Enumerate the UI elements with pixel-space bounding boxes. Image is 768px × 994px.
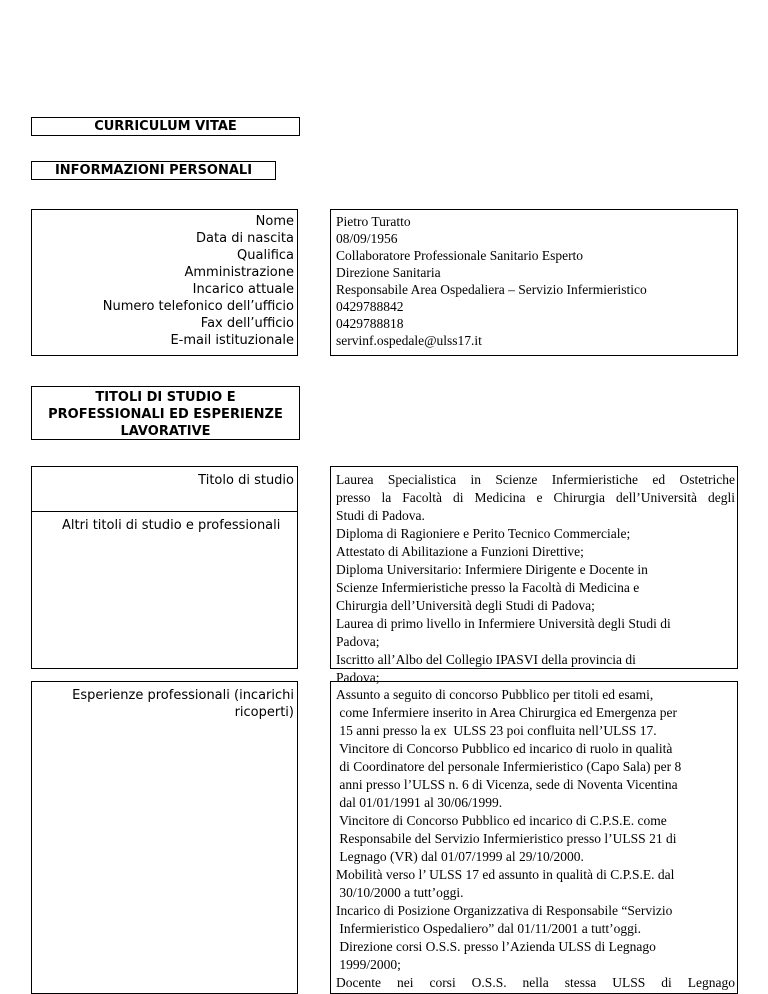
value-current-role: Responsabile Area Ospedaliera – Servizio Infermieristico [336, 282, 647, 297]
studies-line: Attestato di Abilitazione a Funzioni Direttive; [336, 544, 584, 559]
experience-line: Docente nei corsi O.S.S. nella stessa ULSS di Legnago [336, 975, 735, 990]
studies-line: Laurea Specialistica in Scienze Infermieristiche ed Ostetriche [336, 472, 735, 487]
experience-line: dal 01/01/1991 al 30/06/1999. [336, 795, 503, 810]
value-nome: Pietro Turatto [336, 214, 411, 229]
experience-values-cell [330, 681, 738, 994]
experience-line: Direzione corsi O.S.S. presso l’Azienda ULSS di Legnago [336, 939, 656, 954]
experience-line: Assunto a seguito di concorso Pubblico per titoli ed esami, [336, 687, 654, 702]
experience-line: Legnago (VR) dal 01/07/1999 al 29/10/2000. [336, 849, 584, 864]
label-office-phone: Numero telefonico dell’ufficio [102, 299, 294, 314]
experience-line: 15 anni presso la ex ULSS 23 poi confluita nell’ULSS 17. [336, 723, 657, 738]
studies-line: Studi di Padova. [336, 508, 425, 523]
studies-line: Diploma di Ragioniere e Perito Tecnico Commerciale; [336, 526, 631, 541]
label-other-titles: Altri titoli di studio e professionali [62, 518, 281, 533]
value-office-fax: 0429788818 [336, 316, 404, 331]
experience-line: Vincitore di Concorso Pubblico ed incarico di ruolo in qualità [336, 741, 673, 756]
studies-heading [31, 386, 300, 440]
experience-line: 30/10/2000 a tutt’oggi. [336, 885, 464, 900]
studies-values-cell [330, 466, 738, 685]
label-email: E-mail istituzionale [170, 333, 294, 348]
studies-line: presso la Facoltà di Medicina e Chirurgia dell’Università degli [336, 490, 735, 505]
personal-info-heading-text: INFORMAZIONI PERSONALI [54, 163, 253, 178]
personal-info-heading [31, 161, 276, 180]
experience-line: Vincitore di Concorso Pubblico ed incarico di C.P.S.E. come [336, 813, 667, 828]
cv-heading [31, 117, 300, 136]
studies-line: Scienze Infermieristiche presso la Facoltà di Medicina e [336, 580, 640, 595]
cv-heading-text: CURRICULUM VITAE [94, 119, 237, 134]
label-experience-line2: ricoperti) [234, 705, 294, 720]
studies-line: Padova; [336, 670, 380, 685]
studies-line: Padova; [336, 634, 380, 649]
experience-line: Infermieristico Ospedaliero” dal 01/11/2001 a tutt’oggi. [336, 921, 642, 936]
experience-labels-cell [31, 681, 298, 994]
value-birth-date: 08/09/1956 [336, 231, 398, 246]
studies-line: Iscritto all’Albo del Collegio IPASVI della provincia di [336, 652, 636, 667]
value-administration: Direzione Sanitaria [336, 265, 441, 280]
label-degree: Titolo di studio [198, 473, 294, 488]
label-birth-date: Data di nascita [196, 231, 294, 246]
studies-line: Diploma Universitario: Infermiere Dirigente e Docente in [336, 562, 648, 577]
experience-line: Responsabile del Servizio Infermieristico presso l’ULSS 21 di [336, 831, 677, 846]
studies-line: Chirurgia dell’Università degli Studi di Padova; [336, 598, 595, 613]
label-office-fax: Fax dell’ufficio [200, 316, 294, 331]
value-qualification: Collaboratore Professionale Sanitario Esperto [336, 248, 584, 263]
experience-line: Incarico di Posizione Organizzativa di Responsabile “Servizio [336, 903, 673, 918]
personal-values-cell [330, 209, 738, 356]
studies-line: Laurea di primo livello in Infermiere Università degli Studi di [336, 616, 671, 631]
label-qualification: Qualifica [237, 248, 294, 263]
experience-line: anni presso l’ULSS n. 6 di Vicenza, sede di Noventa Vicentina [336, 777, 678, 792]
studies-heading-line2: PROFESSIONALI ED ESPERIENZE [48, 407, 283, 422]
label-nome: Nome [255, 214, 294, 229]
value-office-phone: 0429788842 [336, 299, 404, 314]
studies-heading-line3: LAVORATIVE [120, 424, 211, 439]
experience-line: come Infermiere inserito in Area Chirurgica ed Emergenza per [336, 705, 677, 720]
value-email: servinf.ospedale@ulss17.it [336, 333, 482, 348]
studies-label-divider [32, 511, 297, 512]
experience-line: 1999/2000; [336, 957, 401, 972]
label-current-role: Incarico attuale [192, 282, 294, 297]
label-administration: Amministrazione [184, 265, 294, 280]
experience-line: di Coordinatore del personale Infermieristico (Capo Sala) per 8 [336, 759, 682, 774]
personal-labels-cell [31, 209, 298, 356]
studies-heading-line1: TITOLI DI STUDIO E [95, 390, 236, 405]
experience-line: Mobilità verso l’ ULSS 17 ed assunto in qualità di C.P.S.E. dal [336, 867, 675, 882]
label-experience-line1: Esperienze professionali (incarichi [72, 688, 294, 703]
studies-labels-cell [31, 466, 298, 669]
